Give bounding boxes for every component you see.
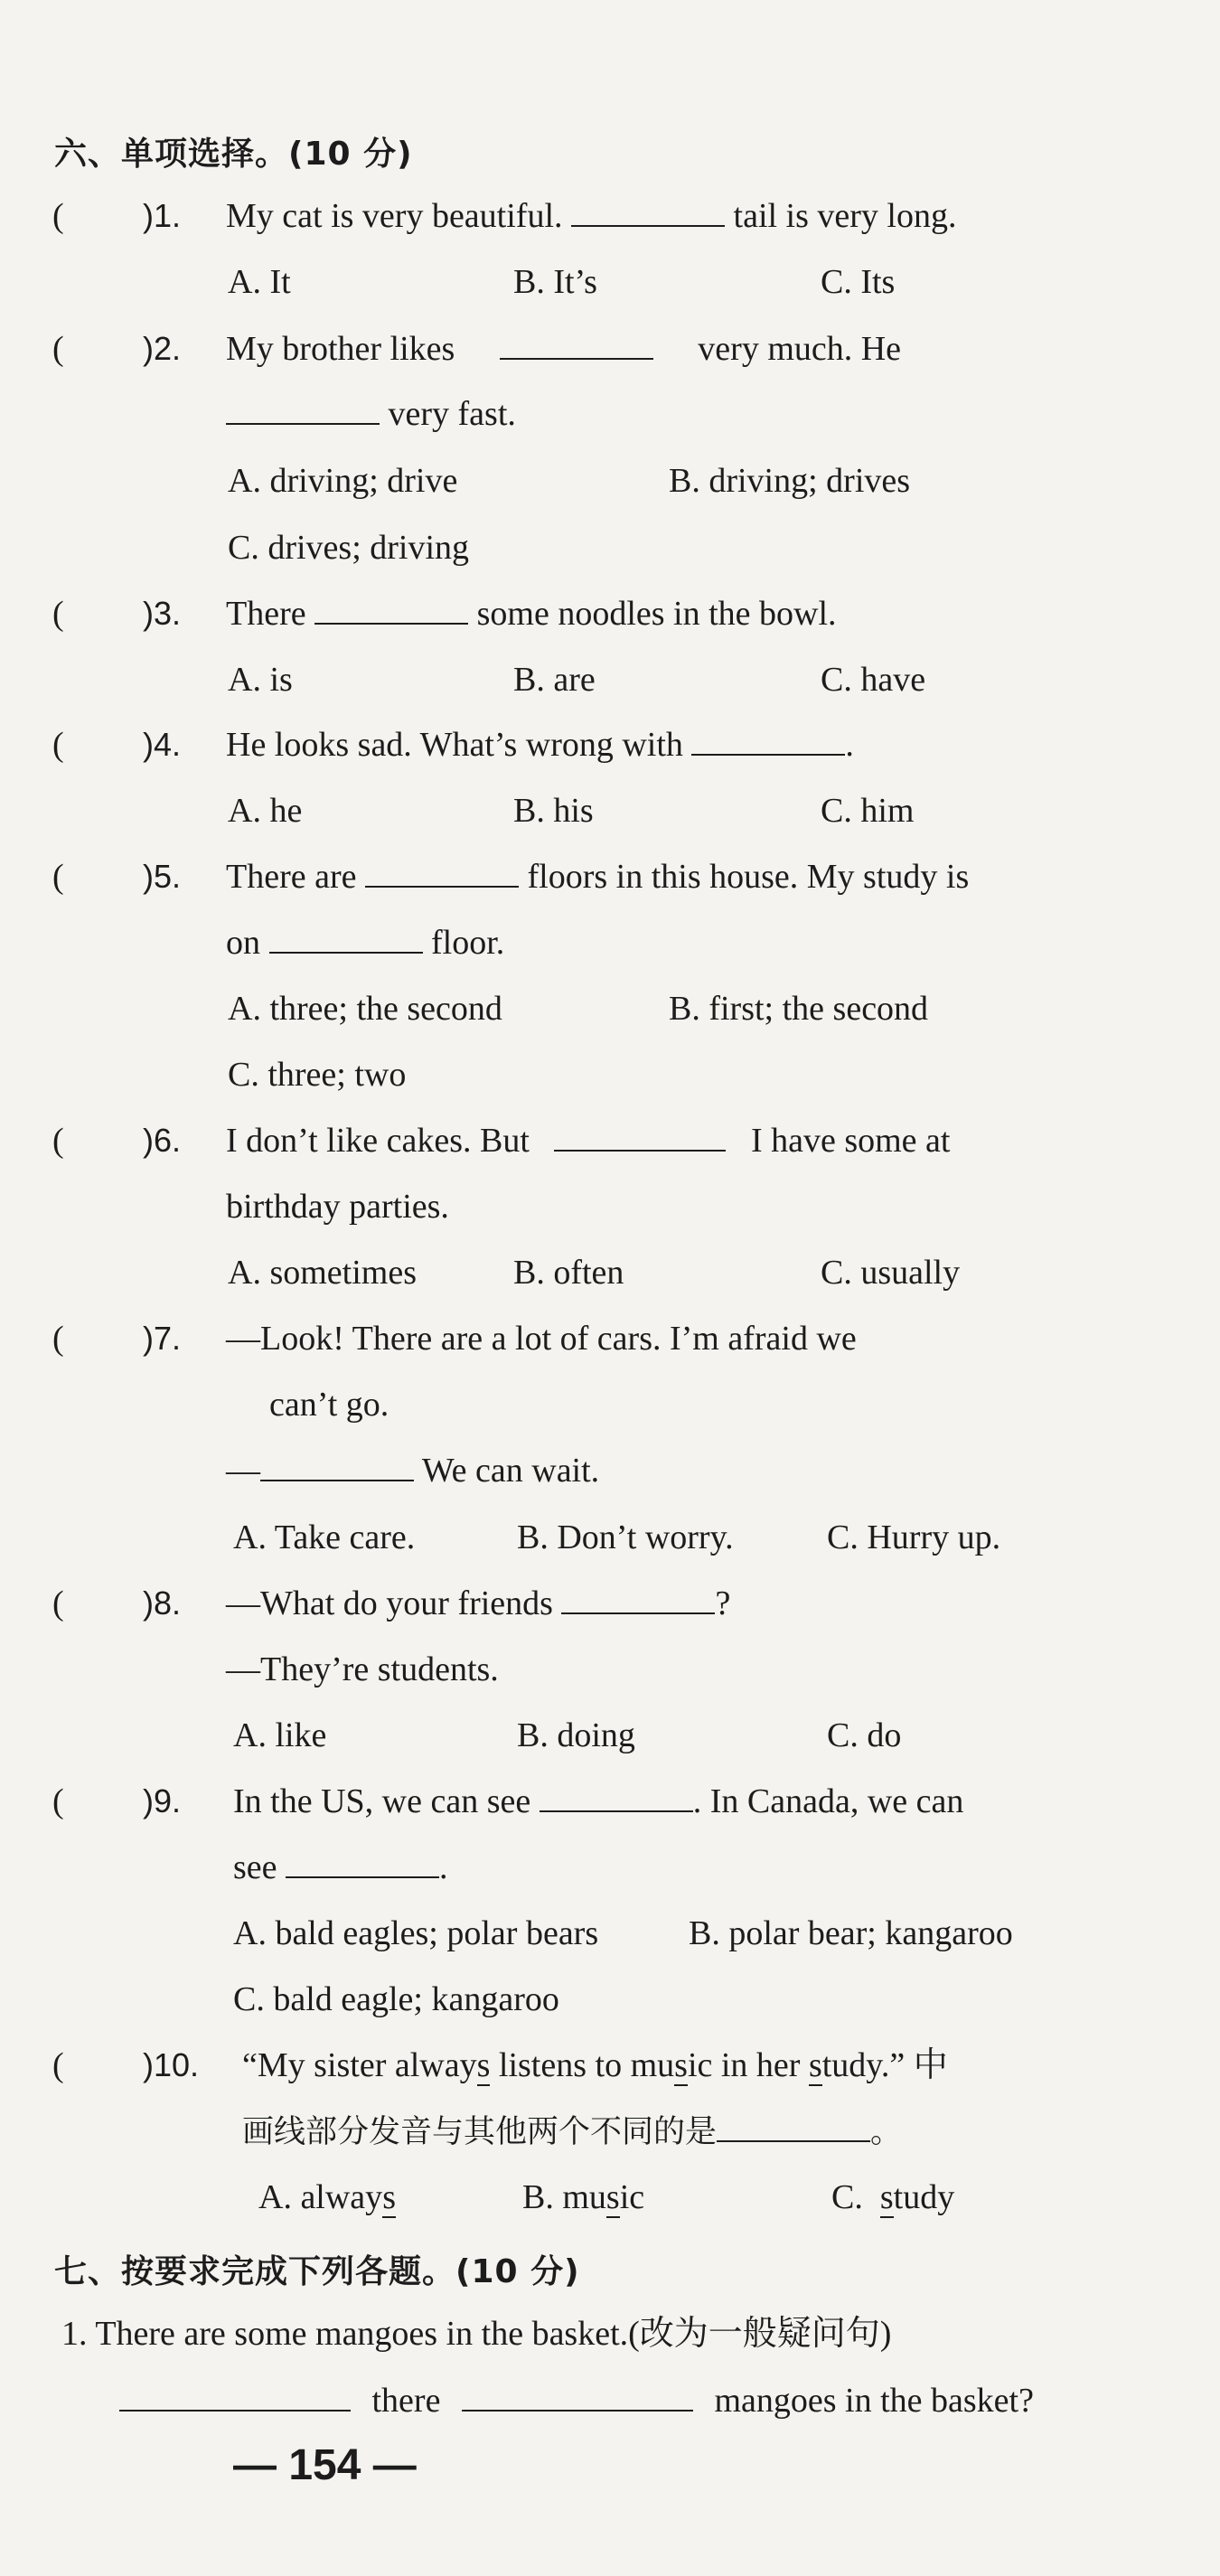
question-number: )8. [143,1584,182,1622]
question-number: )2. [143,330,182,367]
answer-blank[interactable] [119,2379,351,2411]
answer-paren[interactable]: ( [52,2046,64,2084]
option-a: A. always [258,2178,396,2216]
answer-paren[interactable]: ( [52,1782,64,1820]
question-text: 1. There are some mangoes in the basket.(改为一般疑问句) [61,2315,892,2353]
option-c: C. usually [821,1254,961,1292]
option-a: A. It [228,263,291,301]
question-text: “My sister always listens to music in her study.” 中 [242,2046,948,2084]
option-c: C. him [821,792,915,830]
page-number: — 154 — [233,2441,417,2489]
question-text-line2: birthday parties. [226,1188,449,1226]
question-number: )6. [143,1122,182,1159]
question-number: )4. [143,726,182,763]
option-b: B. music [522,2178,645,2216]
question-text-line3: — We can wait. [226,1449,599,1492]
option-b: B. often [513,1254,624,1292]
answer-blank[interactable] [691,723,845,756]
answer-blank[interactable] [462,2379,693,2411]
option-c: C. Its [821,263,896,301]
option-a: A. three; the second [228,990,502,1028]
answer-paren[interactable]: ( [52,1320,64,1358]
question-number: )7. [143,1320,182,1357]
question-text: There are floors in this house. My study is [226,855,969,898]
question-text-line2: —They’re students. [226,1650,499,1688]
option-c: C. three; two [228,1056,407,1094]
answer-paren[interactable]: ( [52,595,64,633]
option-b: B. doing [517,1716,635,1754]
option-b: B. driving; drives [669,462,911,500]
question-text: —What do your friends ? [226,1582,730,1625]
option-b: B. Don’t worry. [517,1518,734,1556]
option-a: A. driving; drive [228,462,458,500]
section6-title: 六、单项选择。(10 分) [54,136,413,173]
answer-blank[interactable] [500,327,653,360]
answer-blank[interactable] [269,921,423,954]
answer-blank[interactable] [260,1449,414,1481]
question-text-line2: can’t go. [269,1386,389,1424]
answer-blank[interactable] [717,2110,870,2142]
answer-blank[interactable] [540,1780,693,1812]
option-a: A. sometimes [228,1254,417,1292]
option-c: C. do [827,1716,902,1754]
question-text: He looks sad. What’s wrong with . [226,723,854,766]
question-text-line2: on floor. [226,921,504,964]
section7-title: 七、按要求完成下列各题。(10 分) [54,2253,580,2290]
answer-paren[interactable]: ( [52,726,64,764]
answer-blank[interactable] [226,392,380,425]
question-text: My brother likes very much. He [226,327,1075,371]
answer-paren[interactable]: ( [52,197,64,235]
answer-blank[interactable] [365,855,519,888]
answer-paren[interactable]: ( [52,1584,64,1622]
question-number: )10. [143,2046,200,2083]
option-c: C. drives; driving [228,529,470,567]
answer-blank[interactable] [314,592,468,625]
answer-blank[interactable] [571,194,725,227]
option-b: B. his [513,792,594,830]
answer-blank[interactable] [286,1846,439,1878]
option-c: C. Hurry up. [827,1518,1001,1556]
question-text: —Look! There are a lot of cars. I’m afraid we [226,1320,857,1358]
question-text-line2: there mangoes in the basket? [119,2379,1034,2422]
question-text-line2: see . [233,1846,448,1889]
option-b: B. polar bear; kangaroo [689,1914,1013,1952]
answer-paren[interactable]: ( [52,858,64,896]
option-a: A. he [228,792,303,830]
answer-blank[interactable] [554,1119,726,1152]
option-a: A. is [228,661,293,699]
question-number: )9. [143,1782,182,1819]
option-c: C. bald eagle; kangaroo [233,1980,559,2018]
option-a: A. bald eagles; polar bears [233,1914,599,1952]
option-b: B. It’s [513,263,597,301]
option-c: C. study [831,2178,955,2216]
option-b: B. are [513,661,596,699]
question-text-line2: very fast. [226,392,516,436]
question-text: In the US, we can see . In Canada, we can [233,1780,963,1823]
answer-paren[interactable]: ( [52,330,64,368]
question-text: There some noodles in the bowl. [226,592,837,635]
option-a: A. like [233,1716,327,1754]
option-c: C. have [821,661,926,699]
option-b: B. first; the second [669,990,929,1028]
question-number: )1. [143,197,182,234]
question-number: )3. [143,595,182,632]
question-text: My cat is very beautiful. tail is very long. [226,194,956,238]
answer-blank[interactable] [561,1582,715,1614]
question-number: )5. [143,858,182,895]
question-text: I don’t like cakes. But I have some at [226,1119,950,1162]
option-a: A. Take care. [233,1518,416,1556]
answer-paren[interactable]: ( [52,1122,64,1160]
question-text-line2: 画线部分发音与其他两个不同的是 。 [242,2110,902,2154]
